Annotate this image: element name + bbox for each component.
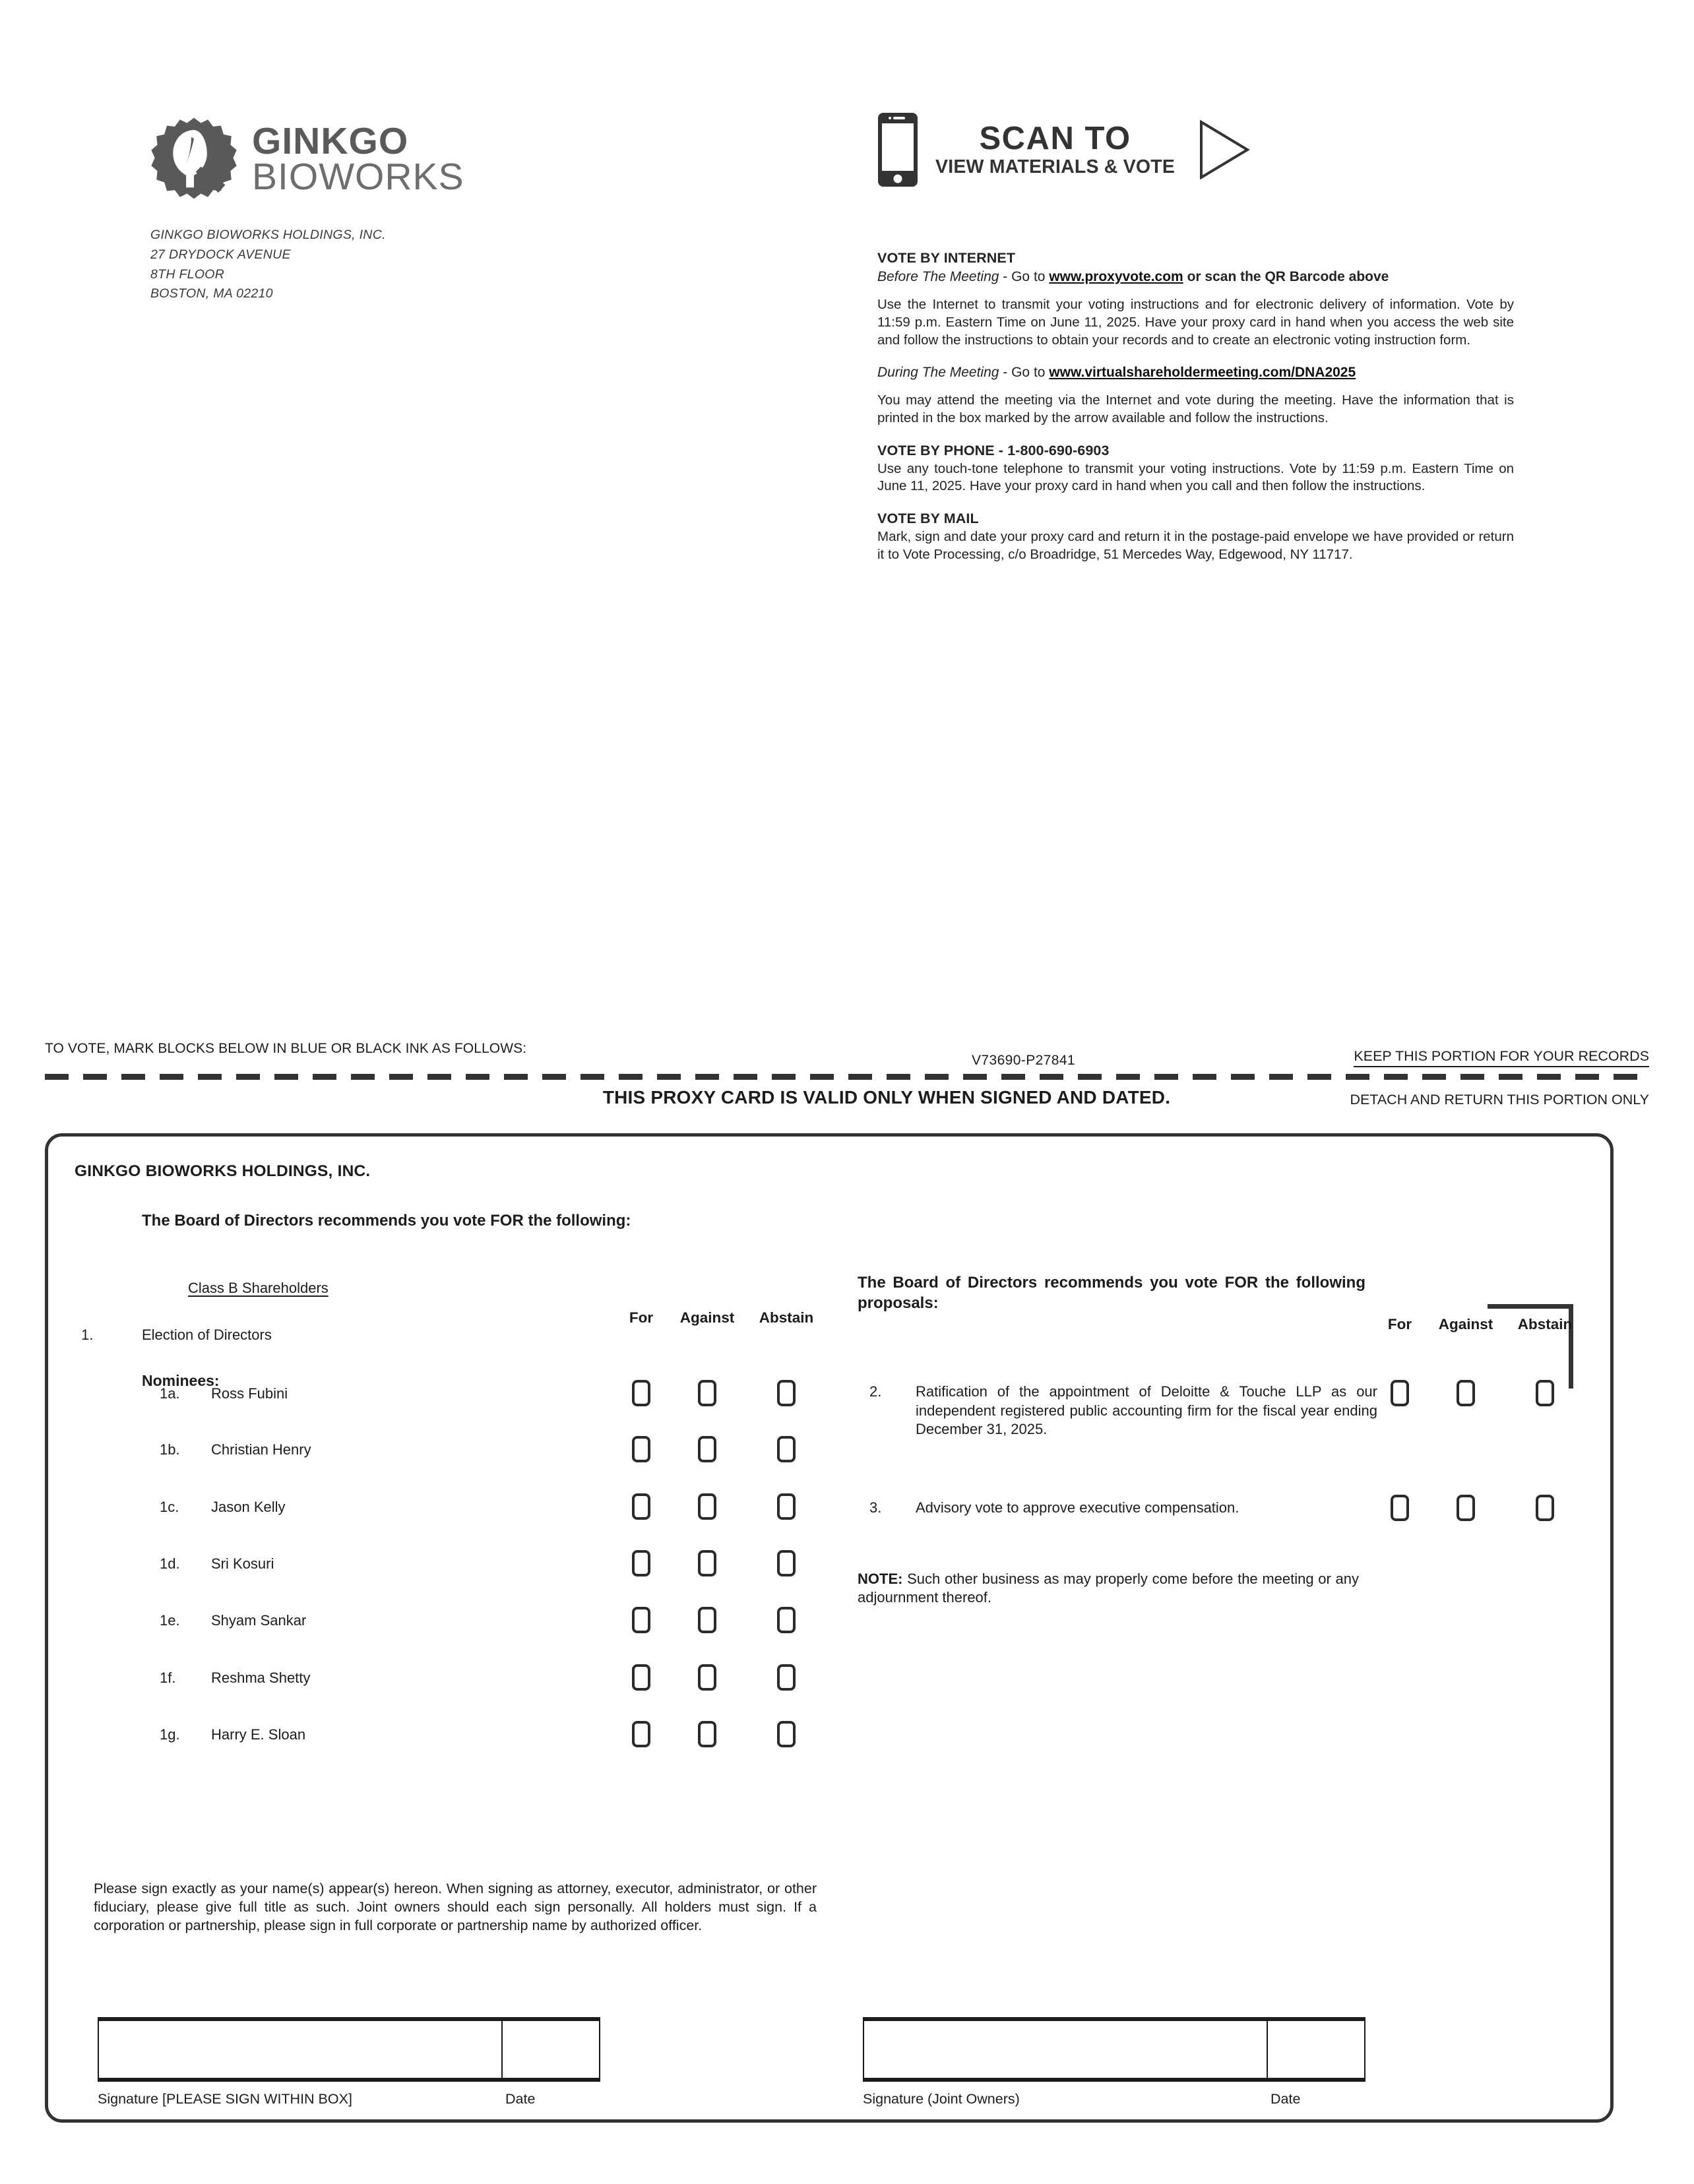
- checkbox-1c-abstain[interactable]: [777, 1493, 796, 1520]
- address-line: 8TH FLOOR: [150, 266, 225, 282]
- signature-instructions: Please sign exactly as your name(s) appear(s) hereon. When signing as attorney, executor, administrator, or other fiduciary, please give full title as such. Joint owners should each sign personally. All holders must sign. If a corporation or partnership, please sign in full corporate or partnership name by authorized officer.: [94, 1881, 817, 1933]
- item-1-number: 1.: [81, 1326, 94, 1343]
- detach-dashed-line: [45, 1074, 1649, 1080]
- address-line: GINKGO BIOWORKS HOLDINGS, INC.: [150, 228, 386, 242]
- voting-instructions: [877, 249, 1514, 563]
- board-recommendation-right: The Board of Directors recommends you vote FOR the following proposals:: [858, 1274, 1365, 1312]
- board-recommendation-left: The Board of Directors recommends you vote FOR the following:: [142, 1212, 631, 1230]
- nominee-tag: 1g.: [160, 1726, 180, 1743]
- checkbox-1c-for[interactable]: [632, 1493, 650, 1520]
- note-label: NOTE:: [858, 1571, 903, 1587]
- logo-wordmark-line2: BIOWORKS: [252, 156, 464, 198]
- checkbox-1f-for[interactable]: [632, 1664, 650, 1691]
- detach-portion-label: DETACH AND RETURN THIS PORTION ONLY: [1350, 1092, 1649, 1108]
- nominee-name: Christian Henry: [211, 1441, 311, 1458]
- checkbox-2-against[interactable]: [1457, 1380, 1475, 1406]
- nominee-name: Reshma Shetty: [211, 1669, 311, 1686]
- nominee-row-1f: [160, 1669, 310, 1687]
- scan-to-title: SCAN TO: [979, 121, 1131, 157]
- date-field-joint[interactable]: [1267, 2021, 1364, 2078]
- nominees-label: Nominees:: [142, 1372, 220, 1389]
- vote-during-meeting-body: You may attend the meeting via the Internet and vote during the meeting. Have the information that is printed in the box marked by the arrow available and follow the instructions.: [877, 392, 1514, 426]
- nominee-row-1e: [160, 1612, 306, 1629]
- right-col-header-abstain: Abstain: [1517, 1316, 1573, 1332]
- logo-wordmark-line1: GINKGO: [252, 120, 409, 163]
- scan-to-vote-header: [877, 112, 1250, 187]
- address-line: 27 DRYDOCK AVENUE: [150, 247, 291, 262]
- nominee-row-1d: [160, 1555, 274, 1573]
- item-1-election-of-directors: [81, 1326, 272, 1344]
- right-col-header-against: Against: [1438, 1316, 1493, 1332]
- nominee-row-1a: [160, 1385, 288, 1402]
- nominee-tag: 1f.: [160, 1669, 176, 1686]
- keep-portion-text: KEEP THIS PORTION FOR YOUR RECORDS: [1354, 1048, 1649, 1067]
- nominee-tag: 1a.: [160, 1385, 180, 1402]
- nominee-row-1b: [160, 1441, 311, 1458]
- proposal-3-text: Advisory vote to approve executive compensation.: [916, 1499, 1239, 1516]
- vote-during-meeting-line: [877, 363, 1514, 381]
- card-company-title: GINKGO BIOWORKS HOLDINGS, INC.: [75, 1162, 371, 1180]
- nominee-tag: 1b.: [160, 1441, 180, 1458]
- checkbox-1c-against[interactable]: [698, 1493, 716, 1520]
- signature-field-primary[interactable]: [99, 2021, 501, 2078]
- proposal-2-number: 2.: [869, 1383, 882, 1400]
- proposal-2-text: Ratification of the appointment of Deloitte & Touche LLP as our independent registered public accounting firm for the fiscal year ending December 31, 2025.: [916, 1383, 1377, 1438]
- vote-before-meeting-line: [877, 268, 1514, 286]
- note-text-block: [858, 1570, 1359, 1607]
- checkbox-1d-for[interactable]: [632, 1550, 650, 1576]
- checkbox-1b-against[interactable]: [698, 1436, 716, 1462]
- before-meeting-tail: or scan the QR Barcode above: [1183, 268, 1389, 284]
- company-address: [150, 226, 520, 304]
- proxyvote-url-link[interactable]: www.proxyvote.com: [1049, 268, 1183, 284]
- share-class-label: Class B Shareholders: [188, 1280, 329, 1296]
- nominee-name: Harry E. Sloan: [211, 1726, 306, 1743]
- signature-box-primary[interactable]: [98, 2017, 600, 2082]
- checkbox-1a-against[interactable]: [698, 1380, 716, 1406]
- right-col-header-for: For: [1387, 1316, 1412, 1332]
- proposal-2: [869, 1383, 1377, 1439]
- vote-by-phone-heading: VOTE BY PHONE - 1-800-690-6903: [877, 442, 1110, 458]
- nominee-name: Jason Kelly: [211, 1499, 286, 1515]
- signature-box-joint[interactable]: [863, 2017, 1365, 2082]
- vote-by-internet-heading: VOTE BY INTERNET: [877, 250, 1016, 266]
- left-col-header-against: Against: [679, 1309, 735, 1326]
- proposal-3-number: 3.: [869, 1499, 882, 1516]
- before-meeting-dash: - Go to: [999, 268, 1050, 284]
- vote-by-mail-body: Mark, sign and date your proxy card and return it in the postage-paid envelope we have provided or return it to Vote Processing, c/o Broadridge, 51 Mercedes Way, Edgewood, NY 11717.: [877, 528, 1514, 562]
- nominee-tag: 1e.: [160, 1612, 180, 1629]
- nominee-tag: 1c.: [160, 1499, 179, 1515]
- during-meeting-dash: - Go to: [999, 365, 1050, 381]
- checkbox-3-for[interactable]: [1391, 1495, 1409, 1521]
- note-body: Such other business as may properly come before the meeting or any adjournment thereof.: [858, 1571, 1359, 1606]
- signature-label-primary: Signature [PLEASE SIGN WITHIN BOX]: [98, 2091, 352, 2107]
- address-line: BOSTON, MA 02210: [150, 286, 273, 301]
- nominee-name: Shyam Sankar: [211, 1612, 307, 1629]
- before-meeting-label: Before The Meeting: [877, 268, 999, 284]
- checkbox-1b-for[interactable]: [632, 1436, 650, 1462]
- proxy-validity-notice: THIS PROXY CARD IS VALID ONLY WHEN SIGNED AND DATED.: [602, 1087, 1171, 1108]
- checkbox-1d-abstain[interactable]: [777, 1550, 796, 1576]
- date-label-primary: Date: [505, 2091, 536, 2107]
- gear-ginkgo-leaf-logo-icon: [150, 116, 237, 203]
- signature-field-joint[interactable]: [864, 2021, 1267, 2078]
- checkbox-3-against[interactable]: [1457, 1495, 1475, 1521]
- checkbox-2-for[interactable]: [1391, 1380, 1409, 1406]
- checkbox-3-abstain[interactable]: [1536, 1495, 1554, 1521]
- checkbox-1e-for[interactable]: [632, 1607, 650, 1633]
- checkbox-1f-against[interactable]: [698, 1664, 716, 1691]
- vote-by-mail-heading: VOTE BY MAIL: [877, 510, 979, 526]
- left-col-header-abstain: Abstain: [759, 1309, 814, 1326]
- keep-portion-label: [1354, 1048, 1649, 1065]
- during-meeting-label: During The Meeting: [877, 365, 999, 381]
- nominee-name: Ross Fubini: [211, 1385, 288, 1402]
- checkbox-1f-abstain[interactable]: [777, 1664, 796, 1691]
- checkbox-1a-abstain[interactable]: [777, 1380, 796, 1406]
- nominee-row-1g: [160, 1726, 305, 1743]
- checkbox-1g-abstain[interactable]: [777, 1721, 796, 1747]
- checkbox-2-abstain[interactable]: [1536, 1380, 1554, 1406]
- virtual-meeting-url-link[interactable]: www.virtualshareholdermeeting.com/DNA2025: [1049, 365, 1356, 381]
- nominee-name: Sri Kosuri: [211, 1555, 274, 1572]
- company-logo-block: [150, 116, 520, 304]
- signature-label-joint: Signature (Joint Owners): [863, 2091, 1020, 2107]
- date-field-primary[interactable]: [501, 2021, 599, 2078]
- date-label-joint: Date: [1270, 2091, 1301, 2107]
- checkbox-1b-abstain[interactable]: [777, 1436, 796, 1462]
- checkbox-1e-abstain[interactable]: [777, 1607, 796, 1633]
- mobile-phone-icon: [877, 112, 918, 187]
- checkbox-1g-for[interactable]: [632, 1721, 650, 1747]
- checkbox-1a-for[interactable]: [632, 1380, 650, 1406]
- vote-by-phone-body: Use any touch-tone telephone to transmit your voting instructions. Vote by 11:59 p.m. Eastern Time on June 11, 2025. Have your proxy card in hand when you call and then follow the instructions.: [877, 460, 1514, 494]
- checkbox-1g-against[interactable]: [698, 1721, 716, 1747]
- nominee-row-1c: [160, 1499, 286, 1516]
- proposal-3: [869, 1499, 1377, 1518]
- left-col-header-for: For: [629, 1309, 654, 1326]
- checkbox-1e-against[interactable]: [698, 1607, 716, 1633]
- to-vote-instruction: TO VOTE, MARK BLOCKS BELOW IN BLUE OR BLACK INK AS FOLLOWS:: [45, 1041, 527, 1056]
- checkbox-1d-against[interactable]: [698, 1550, 716, 1576]
- vote-internet-body: Use the Internet to transmit your voting instructions and for electronic delivery of information. Vote by 11:59 p.m. Eastern Time on June 11, 2025. Have your proxy card in hand when you access the web site and follow the instructions to obtain your records and to create an electronic voting instruction form.: [877, 297, 1514, 348]
- control-number: V73690-P27841: [972, 1053, 1075, 1068]
- nominee-tag: 1d.: [160, 1555, 180, 1572]
- item-1-label: Election of Directors: [142, 1326, 272, 1343]
- scan-to-subtitle: VIEW MATERIALS & VOTE: [935, 156, 1176, 178]
- triangle-arrow-right-icon: [1199, 120, 1250, 179]
